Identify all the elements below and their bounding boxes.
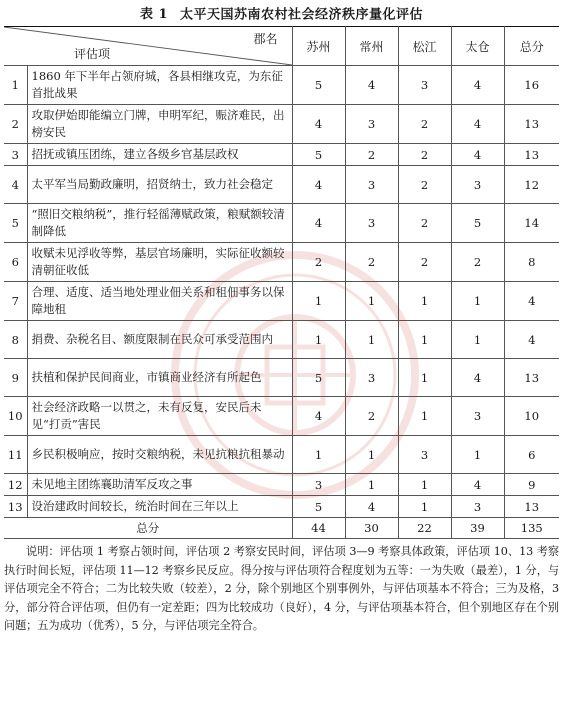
score-cell: 1 [398, 397, 451, 436]
diagonal-header-cell [4, 27, 292, 66]
score-cell: 4 [292, 204, 345, 243]
table-title [4, 4, 559, 26]
table-row [4, 66, 559, 105]
row-total-cell: 14 [504, 204, 559, 243]
score-cell: 4 [292, 105, 345, 144]
row-total-cell: 13 [504, 105, 559, 144]
score-cell: 5 [292, 144, 345, 166]
score-cell: 2 [292, 243, 345, 282]
table-row [4, 204, 559, 243]
grand-total-cell: 135 [504, 518, 559, 539]
score-cell: 1 [292, 282, 345, 321]
score-cell: 1 [398, 359, 451, 397]
score-cell: 1 [398, 282, 451, 321]
row-index: 6 [4, 243, 27, 282]
row-index: 11 [4, 436, 27, 474]
score-cell: 4 [451, 474, 504, 496]
score-cell: 3 [345, 359, 398, 397]
row-total-cell: 16 [504, 66, 559, 105]
row-total-cell: 4 [504, 321, 559, 359]
table-row [4, 166, 559, 204]
table-row [4, 243, 559, 282]
score-cell: 4 [292, 397, 345, 436]
header-row [4, 27, 559, 66]
row-index: 9 [4, 359, 27, 397]
row-index: 3 [4, 144, 27, 166]
score-cell: 4 [451, 359, 504, 397]
row-index: 8 [4, 321, 27, 359]
total-cell: 44 [292, 518, 345, 539]
score-cell: 4 [292, 166, 345, 204]
row-item: 乡民积极响应，按时交粮纳税，未见抗粮抗租暴动 [27, 436, 292, 474]
row-index: 13 [4, 496, 27, 518]
score-cell: 3 [345, 105, 398, 144]
score-cell: 1 [345, 436, 398, 474]
column-header: 苏州 [292, 27, 345, 66]
score-cell: 1 [292, 321, 345, 359]
total-row [4, 518, 559, 539]
score-cell: 4 [345, 496, 398, 518]
total-label: 总分 [4, 518, 292, 539]
row-total-cell: 8 [504, 243, 559, 282]
table-title-text: 太平天国苏南农村社会经济秩序量化评估 [180, 7, 424, 23]
score-cell: 2 [345, 144, 398, 166]
row-item: 扶植和保护民间商业，市镇商业经济有所起色 [27, 359, 292, 397]
score-cell: 5 [292, 66, 345, 105]
score-cell: 5 [292, 359, 345, 397]
table-row [4, 144, 559, 166]
row-item: 合理、适度、适当地处理业佃关系和租佃事务以保障地租 [27, 282, 292, 321]
score-cell: 1 [451, 321, 504, 359]
score-cell: 1 [398, 321, 451, 359]
score-cell: 3 [292, 474, 345, 496]
row-item: 太平军当局勤政廉明，招贤纳士，致力社会稳定 [27, 166, 292, 204]
score-cell: 1 [398, 474, 451, 496]
score-cell: 4 [451, 66, 504, 105]
score-cell: 4 [451, 105, 504, 144]
table-row [4, 359, 559, 397]
score-cell: 1 [451, 282, 504, 321]
table-row [4, 496, 559, 518]
header-region: 郡名 [253, 32, 278, 46]
score-cell: 3 [345, 166, 398, 204]
row-total-cell: 13 [504, 359, 559, 397]
row-item: 社会经济政略一以贯之，未有反复，安民后未见“打贡”害民 [27, 397, 292, 436]
score-cell: 1 [345, 474, 398, 496]
score-cell: 1 [292, 436, 345, 474]
score-cell: 1 [345, 321, 398, 359]
row-index: 12 [4, 474, 27, 496]
score-cell: 2 [398, 166, 451, 204]
score-cell: 3 [398, 66, 451, 105]
table-row [4, 436, 559, 474]
table-label: 表 1 [139, 7, 169, 22]
column-header: 松江 [398, 27, 451, 66]
row-index: 2 [4, 105, 27, 144]
row-item: 1860 年下半年占领府城，各县相继攻克，为东征首批战果 [27, 66, 292, 105]
score-cell: 2 [345, 397, 398, 436]
row-item: 收赋未见浮收等弊，基层官场廉明，实际征收额较清朝征收低 [27, 243, 292, 282]
row-total-cell: 12 [504, 166, 559, 204]
score-cell: 2 [345, 243, 398, 282]
score-cell: 2 [451, 243, 504, 282]
row-index: 10 [4, 397, 27, 436]
score-cell: 1 [451, 436, 504, 474]
column-header: 太仓 [451, 27, 504, 66]
evaluation-table [4, 26, 559, 539]
page [4, 4, 559, 636]
row-item: “照旧交粮纳税”，推行轻徭薄赋政策，粮赋额较清制降低 [27, 204, 292, 243]
row-item: 设治建政时间较长，统治时间在三年以上 [27, 496, 292, 518]
row-index: 7 [4, 282, 27, 321]
total-cell: 22 [398, 518, 451, 539]
score-cell: 2 [398, 204, 451, 243]
header-item: 评估项 [74, 47, 111, 61]
table-row [4, 105, 559, 144]
row-total-cell: 13 [504, 496, 559, 518]
score-cell: 4 [451, 144, 504, 166]
row-item: 捐费、杂税名目、额度限制在民众可承受范围内 [27, 321, 292, 359]
diagonal-line-icon [4, 27, 292, 65]
table-notes: 说明：评估项 1 考察占领时间，评估项 2 考察安民时间，评估项 3—9 考察具体政策，评估项 10、13 考察执行时间长短，评估项 11—12 考察乡民反应。得分按与评估项符合程度划为五等：一为失败（最差），1 分，与评估项完全不符合；二为比较失败（较差），2 分，除个别地区个别事例外，与评估项基本不符合；三为及格，3 分，部分符合评估项，但仍有一定差距；四为比较成功（良好），4 分，与评估项基本符合，但个别地区存在个别问题；五为成功（优秀），5 分，与评估项完全符合。 [4, 545, 559, 632]
row-total-cell: 10 [504, 397, 559, 436]
table-row [4, 397, 559, 436]
row-item: 招抚或镇压团练，建立各级乡官基层政权 [27, 144, 292, 166]
row-total-cell: 9 [504, 474, 559, 496]
score-cell: 2 [398, 144, 451, 166]
row-item: 未见地主团练襄助清军反攻之事 [27, 474, 292, 496]
column-header: 常州 [345, 27, 398, 66]
column-header: 总分 [504, 27, 559, 66]
score-cell: 5 [292, 496, 345, 518]
row-index: 4 [4, 166, 27, 204]
score-cell: 3 [451, 397, 504, 436]
score-cell: 4 [345, 66, 398, 105]
row-total-cell: 4 [504, 282, 559, 321]
score-cell: 3 [451, 166, 504, 204]
total-cell: 30 [345, 518, 398, 539]
table-row [4, 474, 559, 496]
row-index: 5 [4, 204, 27, 243]
row-item: 攻取伊始即能编立门牌，申明军纪，赈济难民，出榜安民 [27, 105, 292, 144]
score-cell: 3 [398, 436, 451, 474]
row-index: 1 [4, 66, 27, 105]
row-total-cell: 13 [504, 144, 559, 166]
score-cell: 1 [398, 496, 451, 518]
score-cell: 2 [398, 243, 451, 282]
score-cell: 1 [345, 282, 398, 321]
table-row [4, 282, 559, 321]
row-total-cell: 6 [504, 436, 559, 474]
score-cell: 3 [451, 496, 504, 518]
table-row [4, 321, 559, 359]
score-cell: 2 [398, 105, 451, 144]
total-cell: 39 [451, 518, 504, 539]
score-cell: 3 [345, 204, 398, 243]
score-cell: 5 [451, 204, 504, 243]
